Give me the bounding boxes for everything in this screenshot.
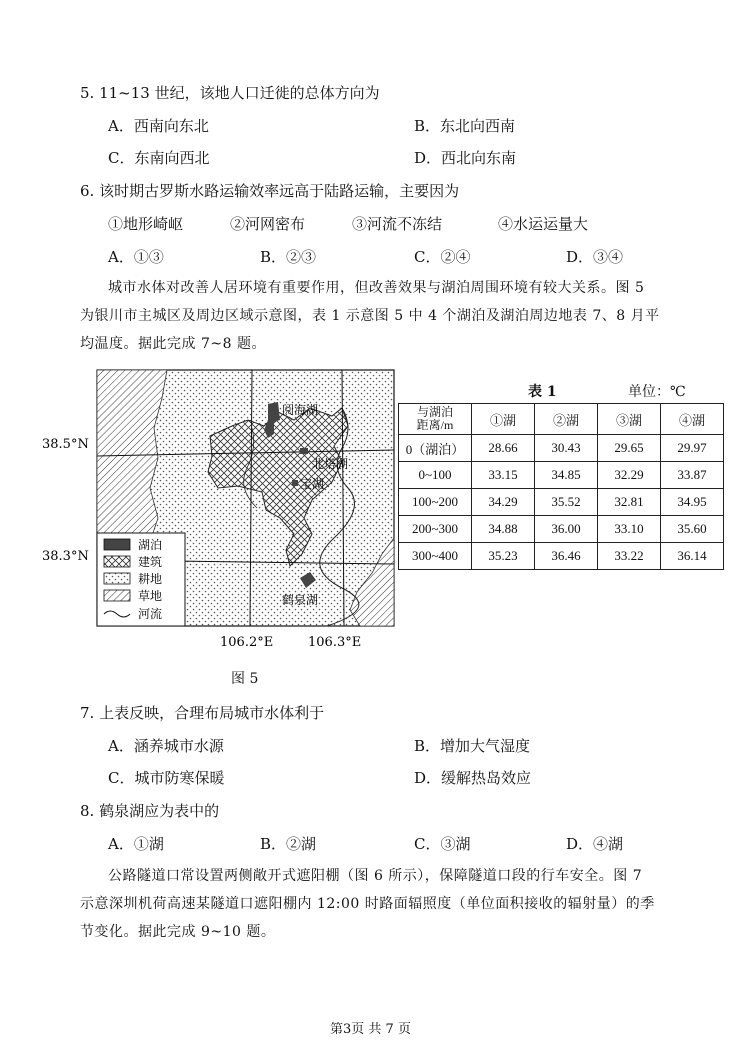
q6-option-a: A．①③ (108, 248, 164, 266)
q6-stem: 6. 该时期古罗斯水路运输效率远高于陆路运输，主要因为 (80, 182, 460, 200)
table-header-lake-3: ③湖 (598, 404, 661, 435)
legend-grassland: 草地 (138, 589, 163, 603)
q6-option-b: B．②③ (260, 248, 317, 266)
table-cell: 36.46 (535, 543, 598, 570)
intro2-line1: 公路隧道口常设置两侧敞开式遮阳棚（图 6 所示），保障隧道口段的行车安全。图 7 (108, 868, 643, 884)
table-1-unit: 单位：℃ (628, 384, 686, 400)
intro1-line1: 城市水体对改善人居环境有重要作用，但改善效果与湖泊周围环境有较大关系。图 5 (108, 280, 645, 296)
label-yuehai: 阅海湖 (282, 403, 319, 417)
table-1-title: 表 1 (528, 384, 557, 400)
label-beita: 北塔湖 (312, 457, 349, 471)
q7-option-d: D．缓解热岛效应 (414, 769, 532, 787)
q7-option-a: A．涵养城市水源 (108, 737, 224, 755)
table-row-label: 100~200 (399, 489, 472, 516)
label-hequan: 鹤泉湖 (282, 593, 319, 607)
q8-option-c: C．③湖 (414, 835, 471, 853)
table-cell: 36.00 (535, 516, 598, 543)
q5-option-c: C．东南向西北 (108, 149, 210, 167)
intro-paragraph-1 (80, 274, 680, 358)
table-cell: 36.14 (661, 543, 724, 570)
table-cell: 33.15 (472, 462, 535, 489)
table-header-distance-line1: 与湖泊 (416, 405, 453, 419)
q7-stem: 7. 上表反映，合理布局城市水体利于 (80, 704, 325, 722)
q6-option-d: D．③④ (566, 248, 624, 266)
q6-option-c: C．②④ (414, 248, 471, 266)
table-row (399, 543, 724, 570)
lat-label-38-5: 38.5°N (42, 437, 89, 452)
q8-option-d: D．④湖 (566, 835, 624, 853)
q8-stem: 8. 鹤泉湖应为表中的 (80, 802, 220, 820)
table-header-distance (399, 404, 472, 435)
q5-option-d: D．西北向东南 (414, 149, 517, 167)
lat-label-38-3: 38.3°N (42, 549, 89, 564)
table-row (399, 462, 724, 489)
table-cell: 34.95 (661, 489, 724, 516)
page-footer: 第3页 共 7 页 (330, 1022, 411, 1037)
table-header-lake-4: ④湖 (661, 404, 724, 435)
q6-item-1: ①地形崎岖 (108, 215, 184, 233)
q5-option-b: B．东北向西南 (414, 117, 516, 135)
table-cell: 34.29 (472, 489, 535, 516)
lon-label-106-2: 106.2°E (220, 635, 274, 650)
table-header-lake-1: ①湖 (472, 404, 535, 435)
legend-lake: 湖泊 (138, 538, 163, 552)
table-cell: 28.66 (472, 435, 535, 462)
table-row (399, 516, 724, 543)
table-header-row (399, 404, 724, 435)
table-cell: 29.65 (598, 435, 661, 462)
q5-option-a: A．西南向东北 (108, 117, 209, 135)
table-cell: 30.43 (535, 435, 598, 462)
intro-paragraph-2 (80, 862, 680, 946)
table-row-label: 0（湖泊） (399, 435, 472, 462)
table-cell: 33.87 (661, 462, 724, 489)
table-cell: 34.85 (535, 462, 598, 489)
table-cell: 29.97 (661, 435, 724, 462)
table-header-lake-2: ②湖 (535, 404, 598, 435)
q5-stem: 5. 11~13 世纪，该地人口迁徙的总体方向为 (80, 84, 380, 102)
q6-item-2: ②河网密布 (230, 215, 306, 233)
table-row-label: 300~400 (399, 543, 472, 570)
table-cell: 35.52 (535, 489, 598, 516)
figure-5-caption: 图 5 (231, 671, 259, 687)
legend-building: 建筑 (138, 555, 163, 569)
intro1-line2: 为银川市主城区及周边区域示意图，表 1 示意图 5 中 4 个湖泊及湖泊周边地表 7、8 月平 (80, 308, 660, 324)
lon-label-106-3: 106.3°E (308, 635, 362, 650)
table-1-grid (398, 403, 724, 570)
table-row (399, 489, 724, 516)
table-1 (398, 403, 724, 570)
legend-river: 河流 (138, 607, 163, 621)
table-cell: 33.10 (598, 516, 661, 543)
intro2-line2: 示意深圳机荷高速某隧道口遮阳棚内 12:00 时路面辐照度（单位面积接收的辐射量）的季 (80, 896, 655, 912)
q7-option-b: B．增加大气湿度 (414, 737, 531, 755)
map-svg (42, 368, 398, 658)
q6-item-4: ④水运运量大 (498, 215, 589, 233)
table-row (399, 435, 724, 462)
intro1-line3: 均温度。据此完成 7~8 题。 (80, 336, 266, 352)
table-cell: 32.81 (598, 489, 661, 516)
legend-farmland: 耕地 (138, 572, 163, 586)
figure-5-map (42, 368, 398, 658)
table-cell: 34.88 (472, 516, 535, 543)
q8-option-b: B．②湖 (260, 835, 317, 853)
table-header-distance-line2: 距离/m (416, 418, 454, 432)
label-baohu: 宝湖 (300, 477, 325, 491)
q8-option-a: A．①湖 (108, 835, 164, 853)
lake-baohu (292, 480, 298, 486)
intro2-line3: 节变化。据此完成 9~10 题。 (80, 924, 276, 940)
q6-item-3: ③河流不冻结 (352, 215, 443, 233)
lake-beita (300, 448, 308, 454)
q7-option-c: C．城市防寒保暖 (108, 769, 225, 787)
table-row-label: 0~100 (399, 462, 472, 489)
table-cell: 35.60 (661, 516, 724, 543)
table-cell: 32.29 (598, 462, 661, 489)
table-cell: 35.23 (472, 543, 535, 570)
table-cell: 33.22 (598, 543, 661, 570)
table-row-label: 200~300 (399, 516, 472, 543)
